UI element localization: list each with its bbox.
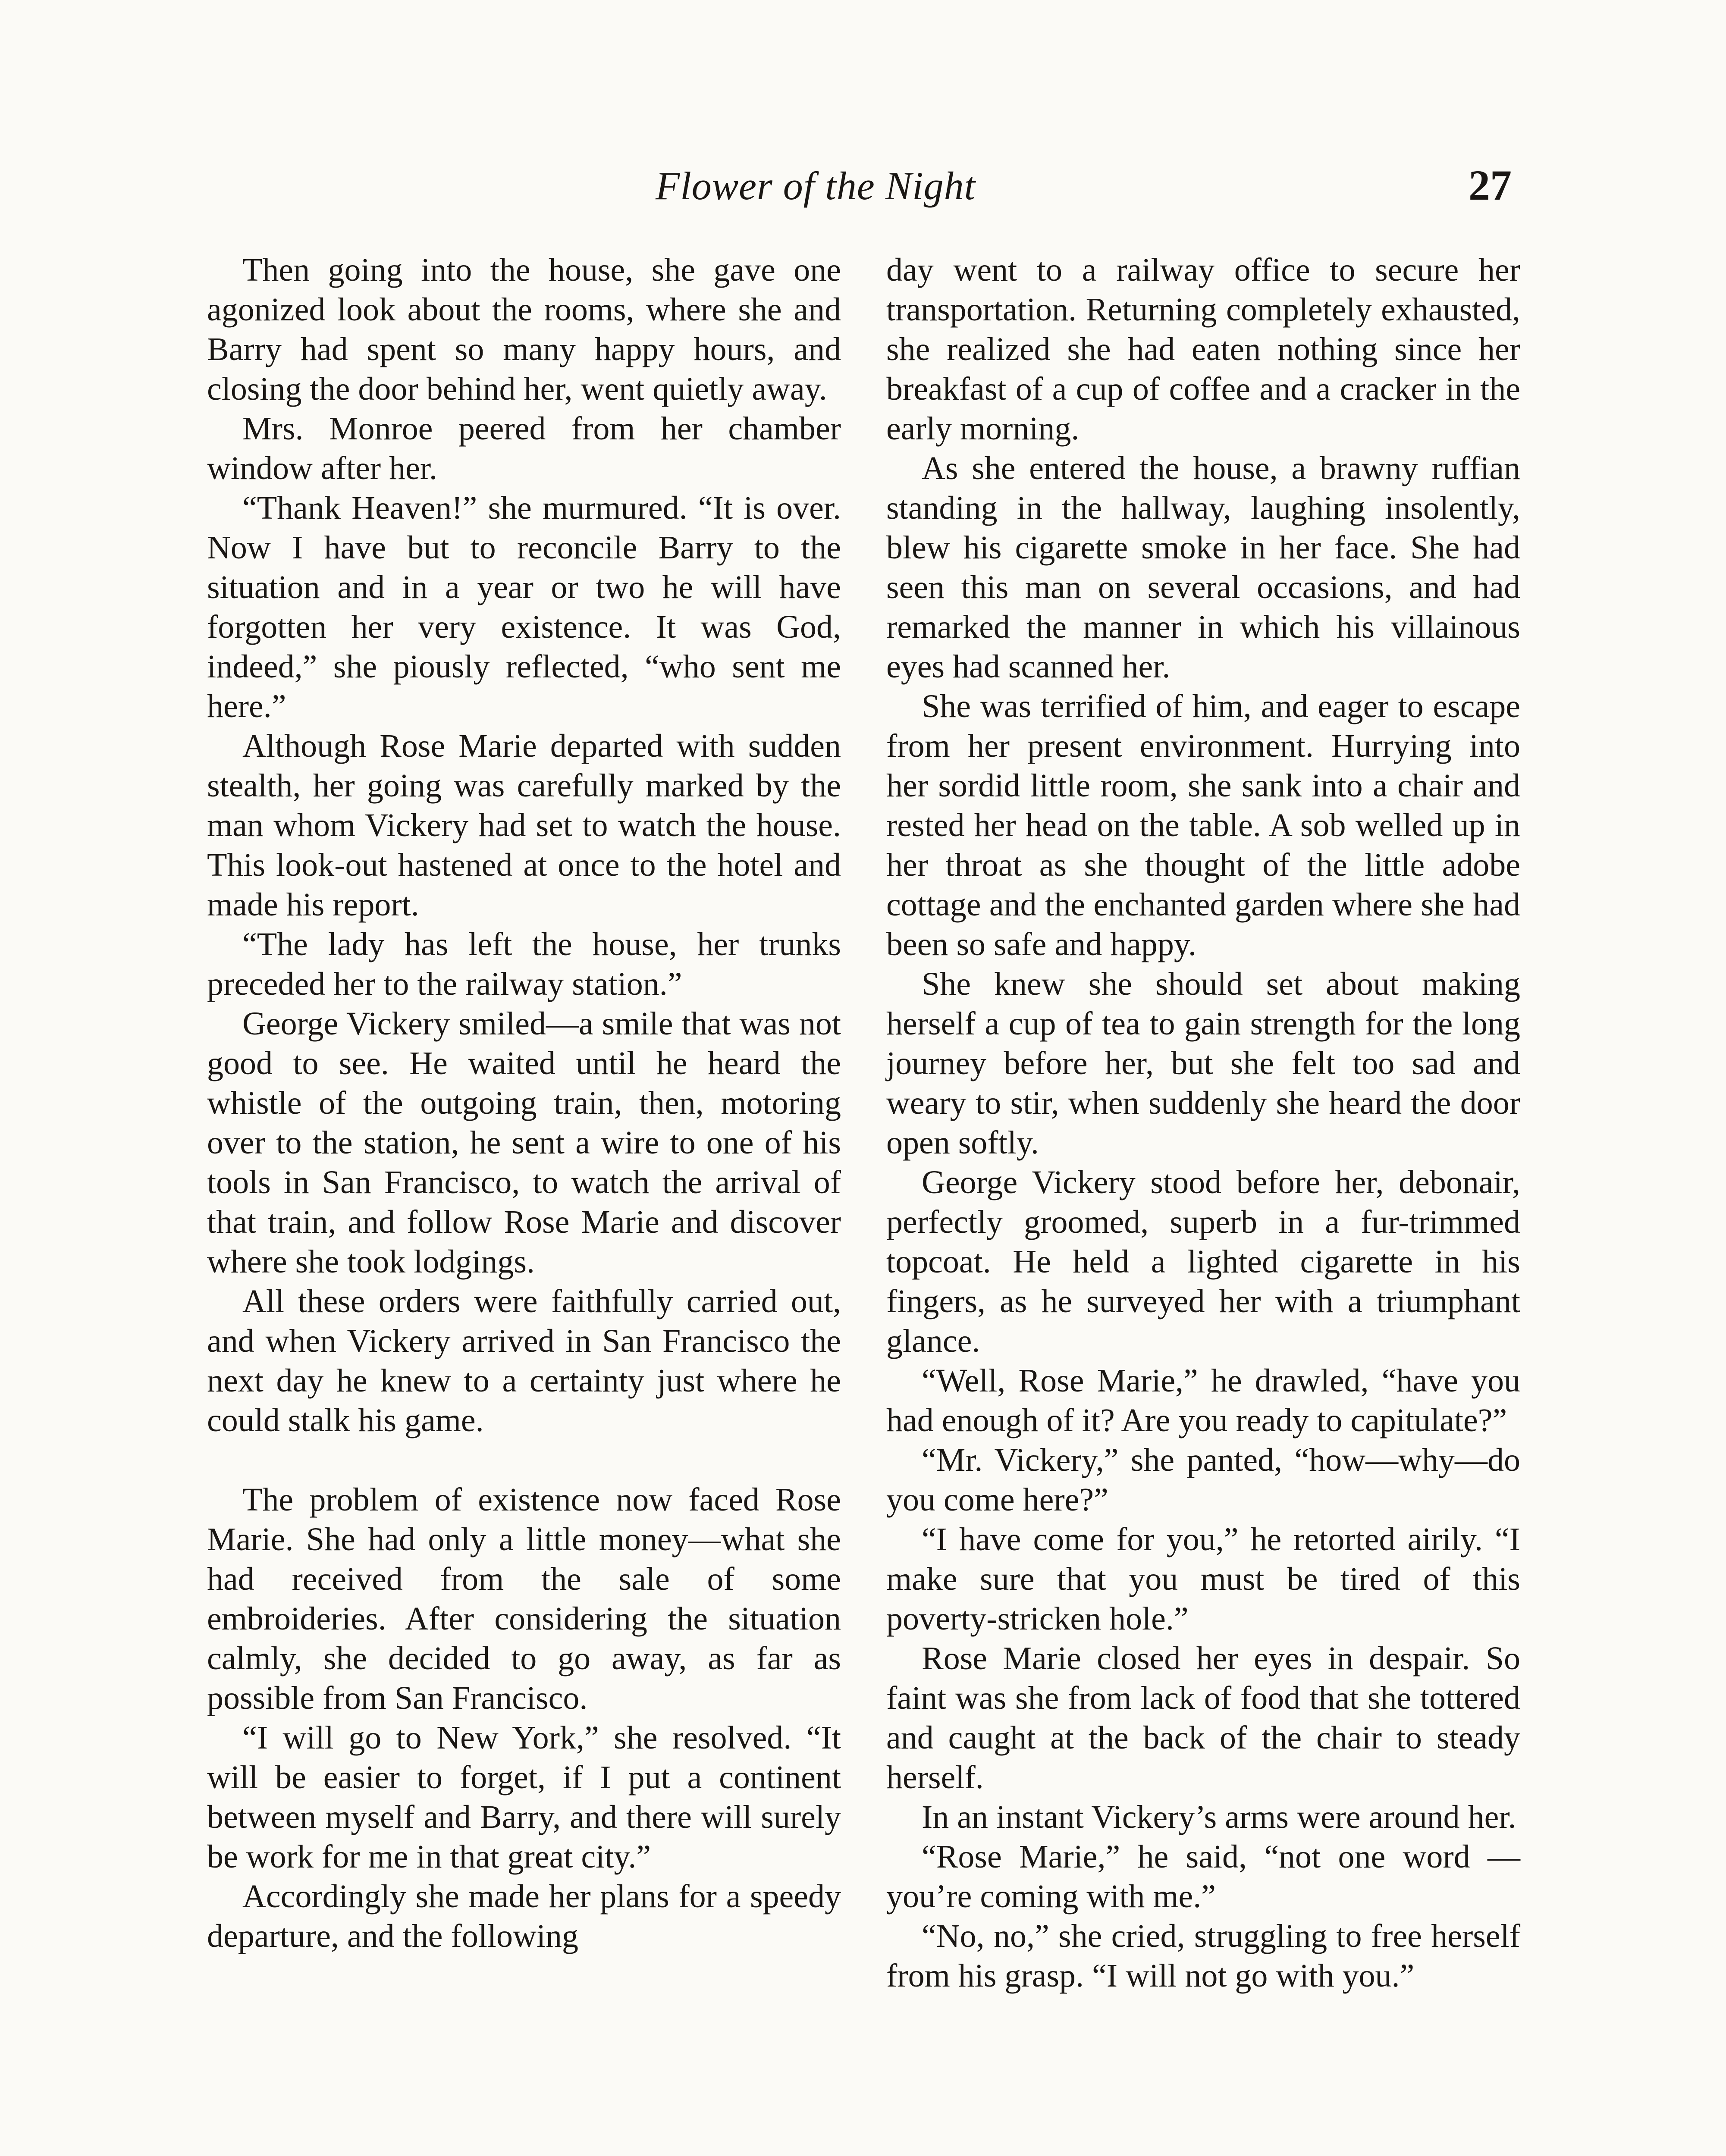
paragraph: “Well, Rose Marie,” he drawled, “have you had enough of it? Are you ready to capitulate?” — [886, 1363, 1520, 1438]
paragraph: “No, no,” she cried, struggling to free herself from his grasp. “I will not go with you.” — [886, 1918, 1520, 1994]
paragraph: “Mr. Vickery,” she panted, “how—why—do you come here?” — [886, 1442, 1520, 1518]
paragraph: Although Rose Marie departed with sudden stealth, her going was carefully marked by the man whom Vickery had set to watch the house. This look-out hastened at once to the hotel and made his report. — [207, 728, 841, 923]
paragraph: All these orders were faithfully carried out, and when Vickery arrived in San Francisco the next day he knew to a certainty just where he could stalk his game. — [207, 1283, 841, 1438]
right-column — [886, 250, 1520, 1996]
paragraph: Accordingly she made her plans for a speedy departure, and the following — [207, 1878, 841, 1954]
paragraph: “Thank Heaven!” she murmured. “It is over. Now I have but to reconcile Barry to the situation and in a year or two he will have forgotten her very existence. It was God, indeed,” she piously reflected, “who sent me here.” — [207, 490, 841, 724]
paragraph: “The lady has left the house, her trunks preceded her to the railway station.” — [207, 926, 841, 1002]
paragraph: Mrs. Monroe peered from her chamber window after her. — [207, 411, 841, 486]
paragraph: She knew she should set about making herself a cup of tea to gain strength for the long journey before her, but she felt too sad and weary to stir, when suddenly she heard the door open softly. — [886, 966, 1520, 1161]
paragraph: “I have come for you,” he retorted airily. “I make sure that you must be tired of this poverty-stricken hole.” — [886, 1521, 1520, 1637]
page-number: 27 — [1469, 161, 1512, 209]
paragraph: “Rose Marie,” he said, “not one word —you’re coming with me.” — [886, 1839, 1520, 1915]
paragraph: George Vickery stood before her, debonair, perfectly groomed, superb in a fur-trimmed topcoat. He held a lighted cigarette in his fingers, as he surveyed her with a triumphant glance. — [886, 1164, 1520, 1359]
paragraph: She was terrified of him, and eager to escape from her present environment. Hurrying into her sordid little room, she sank into a chair and rested her head on the table. A sob welled up in her throat as she thought of the little adobe cottage and the enchanted garden where she had been so safe and happy. — [886, 688, 1520, 962]
paragraph: In an instant Vickery’s arms were around her. — [922, 1799, 1516, 1835]
paragraph: “I will go to New York,” she resolved. “It will be easier to forget, if I put a continent between myself and Barry, and there will surely be work for me in that great city.” — [207, 1720, 841, 1875]
paragraph: Rose Marie closed her eyes in despair. So faint was she from lack of food that she tottered and caught at the back of the chair to steady herself. — [886, 1640, 1520, 1796]
paragraph: Then going into the house, she gave one agonized look about the rooms, where she and Barry had spent so many happy hours, and closing the door behind her, went quietly away. — [207, 252, 841, 407]
paragraph: day went to a railway office to secure her transportation. Returning completely exhausted, she realized she had eaten nothing since her breakfast of a cup of coffee and a cracker in the early morning. — [886, 252, 1520, 447]
paragraph: As she entered the house, a brawny ruffian standing in the hallway, laughing insolently, blew his cigarette smoke in her face. She had seen this man on several occasions, and had remarked the manner in which his villainous eyes had scanned her. — [886, 450, 1520, 685]
left-column — [207, 250, 841, 1956]
paragraph: George Vickery smiled—a smile that was not good to see. He waited until he heard the whistle of the outgoing train, then, motoring over to the station, he sent a wire to one of his tools in San Francisco, to watch the arrival of that train, and follow Rose Marie and discover where she took lodgings. — [207, 1006, 841, 1280]
paragraph: The problem of existence now faced Rose Marie. She had only a little money—what she had received from the sale of some embroideries. After considering the situation calmly, she decided to go away, as far as possible from San Francisco. — [207, 1482, 841, 1716]
running-title: Flower of the Night — [656, 164, 976, 208]
